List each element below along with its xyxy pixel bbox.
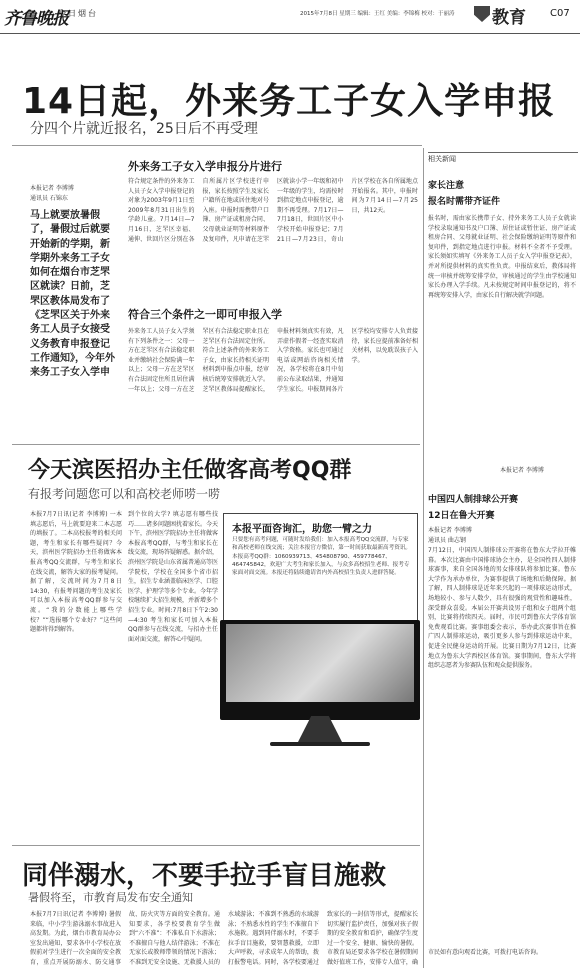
- subhead-2-body: 外来务工人员子女入学须有下列条件之一：父母一方在芝罘区有合法稳定职业并缴纳社会保险满一年以上；父母一方在芝罘区有合法固定住所且居住满一年以上；父母一方在芝罘区有合法稳定职业且在芝罘区有合法固定住所。符合上述条件的外来务工子女，由家长持相关证明材料到申报点申报，经审核后统筹安排就近入学。芝罘区教体局提醒家长，申报材料须真实有效，凡弄虚作假者一经查实取消入学资格。家长也可通过电话或网站咨询相关情况，各学校将在8月中旬前公布录取结果，并通知学生家长。申报期间各片区学校均安排专人负责接待，家长应提前准备好相关材料，以免耽误孩子入学。: [128, 328, 418, 393]
- story2-subheadline: 有报考问题您可以和高校老师唠一唠: [28, 487, 221, 501]
- sidebar-story-1-body: 报名时，需由家长携带子女、持外来务工人员子女就读学校录取通知书及户口簿、居住证或暂住证、房产证或租房合同、父母就业证明、社会保险缴纳证明等原件和复印件，到指定地点进行申报。材料不全者不予受理。家长须如实填写《外来务工人员子女入学申报登记表》，并对所提供材料的真实性负责。申报结束后，教体局将统一审核并统筹安排学位，审核通过的学生由学校通知家长办理入学手续。凡未按规定时间申报登记的，将不再统筹安排入学，由家长自行解决就学问题。: [428, 215, 576, 299]
- story3-subheadline: 暑假将至，市教育局发布安全通知: [28, 891, 193, 904]
- sidebar-heading-1: 家长注意: [428, 181, 465, 191]
- section-label: 教育: [492, 8, 526, 28]
- story3-headline: 同伴溺水，不要手拉手盲目施救: [22, 861, 387, 891]
- sidebar-heading-2: 报名时需带齐证件: [428, 197, 501, 207]
- edition-name: 今日烟台: [58, 9, 98, 18]
- computer-monitor-illustration: [220, 620, 420, 720]
- divider: [12, 845, 420, 846]
- subhead-2: 符合三个条件之一即可申报入学: [128, 308, 282, 321]
- story2-headline: 今天滨医招办主任做客高考QQ群: [28, 458, 352, 483]
- monitor-screen: [226, 624, 414, 702]
- column-rule: [423, 148, 424, 968]
- divider: [12, 145, 422, 146]
- main-subheadline: 分四个片就近报名，25日后不再受理: [30, 121, 258, 137]
- sidebar-byline-1: 本报记者 李博博: [500, 467, 544, 474]
- subhead-1-body: 符合规定条件的外来务工人员子女入学申报登记的对象为2003年9月1日至2009年8月31日出生的学龄儿童。7月14日—7月16日，芝罘区幸福、通伸、世回片区分别在各自所属片区学校进行申报，家长按照学生及家长户籍所在地或居住地对号入座。申报时需携带户口簿、房产证或租房合同、父母就业证明等材料原件及复印件，凡申请在芝罘区就读小学一年级和初中一年级的学生，均需按时到指定地点申报登记，逾期不再受理。7月17日—7月18日，世回片区中小学校开始申报登记；7月21日—7月23日，奇山片区学校在各自所属地点开始报名。其中，申报时间为7月14日—7月25日，共12天。: [128, 178, 418, 243]
- sidebar-story-2-subheading: 12日在鲁大开赛: [428, 511, 495, 521]
- story3-body: 本报7月7日讯(记者 李博博) 暑假来临，中小学生游泳溺水事故进入高发期。为此，烟台市教育局办公室发出通知，要求各中小学校在放假前对学生进行一次全面的安全教育，重点开展防溺水、防交通事故、防火灾等方面的安全教育。通知要求，各学校要教育学生做到“六不准”：不准私自下水游泳；不准擅自与他人结伴游泳；不准在无家长或教师带领的情况下游泳；不准到无安全设施、无救援人员的水域游泳；不准到不熟悉的水域游泳；不熟悉水性的学生不准擅自下水施救。遇到同伴溺水时，不要手拉手盲目施救，要智慧救援，立即大声呼救，寻求成年人的帮助，拨打报警电话。同时，各学校要通过致家长的一封信等形式，提醒家长切实履行监护责任，加强对孩子假期的安全教育和看护，确保学生度过一个安全、健康、愉快的暑假。市教育局还要求各学校在暑假期间做好值班工作，安排专人值守，确: [30, 911, 418, 966]
- story2-body-mid: 到个位的大学? 填志愿有哪些技巧……诸多问题困扰着家长。今天下午，滨州医学院招办主任将做客本报高考QQ群，与考生和家长在线交流，现场答疑解惑。据介绍，滨州医学院是山东省属普通高等医学院校，学校在全国多个省市招生，招生专业涵盖临床医学、口腔医学、护理学等多个专业。今年学校继续扩大招生规模，并新增多个招生专业。时间:7月8日下午2:30—4:30 考生和家长可加入本报QQ群参与在线交流，与招办主任面对面交流，解答心中疑问。: [128, 511, 218, 643]
- page-number: C07: [550, 8, 570, 19]
- sidebar-story-2-heading: 中国四人制排球公开赛: [428, 495, 519, 505]
- issue-meta: 2015年7月8日 星期三 编辑：王红 美编：李锦梅 校对：于丽涛: [300, 11, 455, 17]
- page-header: [0, 0, 580, 34]
- related-news-tag: 相关新闻: [428, 152, 578, 164]
- subhead-1: 外来务工子女入学申报分片进行: [128, 160, 282, 173]
- qq-group-info-box: [223, 513, 418, 623]
- info-box-title: 本报平面咨询汇，助您一臂之力: [232, 524, 372, 535]
- monitor-stand: [298, 716, 342, 742]
- divider: [12, 444, 420, 445]
- sidebar-story-2-tail: 市民如有意向观看比赛，可拨打电话咨询。: [428, 949, 543, 956]
- newspaper-logo: 齐鲁晚报: [4, 9, 68, 29]
- main-lead: 马上就要放暑假了，暑假过后就要开始新的学期，新学期外来务工子女如何在烟台市芝罘区就读？日前，芝罘区教体局发布了《芝罘区关于外来务工人员子女接受义务教育申报登记工作通知》，今年外来务工子女入学申: [30, 210, 115, 379]
- monitor-base: [270, 742, 370, 746]
- story2-body-left: 本报7月7日讯(记者 李博博) 一本填志愿后，马上就要迎来二本志愿的填报了。二本高校报考的相关问题，考生和家长有哪些疑问？今天，滨州医学院招办主任将做客本报高考QQ交流群，与考生和家长在线交流，解答大家的报考疑问。据了解，交流时间为7月8日14:30，有报考问题的考生及家长可以加入本报高考QQ群参与交流。“我的分数能上哪些学校？”“选报哪个专业好？”这些问题都将得到解答。: [30, 511, 122, 634]
- sidebar-story-2-byline: 本报记者 李博博 通讯员 曲志钢: [428, 527, 472, 544]
- section-marker-icon: [474, 6, 490, 22]
- sidebar-story-2-body: 7月12日，中国四人制排球公开赛将在鲁东大学拉开帷幕。本次比赛由中国排球协会主办，是全国性四人制排球赛事，来自全国各地的男女排球队将参加比赛。鲁东大学作为承办单位，为赛事提供了场地和后勤保障。据了解，四人制排球是近年来兴起的一项排球运动形式，场地较小、参与人数少，具有很强的观赏性和趣味性，深受群众喜爱。本届公开赛共设男子组和女子组两个组别，比赛将持续四天。届时，市民可到鲁东大学体育馆免费观看比赛。赛事组委会表示，举办此次赛事旨在推广四人制排球运动，吸引更多人参与到排球运动中来，促进全民健身运动的开展。比赛日期为7月12日，比赛地点为鲁东大学西校区体育馆。赛事期间，鲁东大学将组织志愿者为参赛队伍和观众提供服务。: [428, 547, 576, 670]
- main-byline: 本报记者 李博博 通讯员 石锦东: [30, 185, 74, 202]
- info-box-body: 只要您有高考问题，可随时发给我们：加入本报高考QQ交流群，与专家和高校老师在线交流；关注本报官方微信，第一时间获取最新高考资讯。本报高考QQ群：1060939713、454808790、459778467、464745842，欢迎广大考生和家长加入，与众多高校招生老师、报考专家面对面交流。本报还将陆续邀请省内外高校招生负责人进群答疑。: [232, 537, 412, 577]
- main-headline: 14日起，外来务工子女入学申报: [22, 81, 556, 122]
